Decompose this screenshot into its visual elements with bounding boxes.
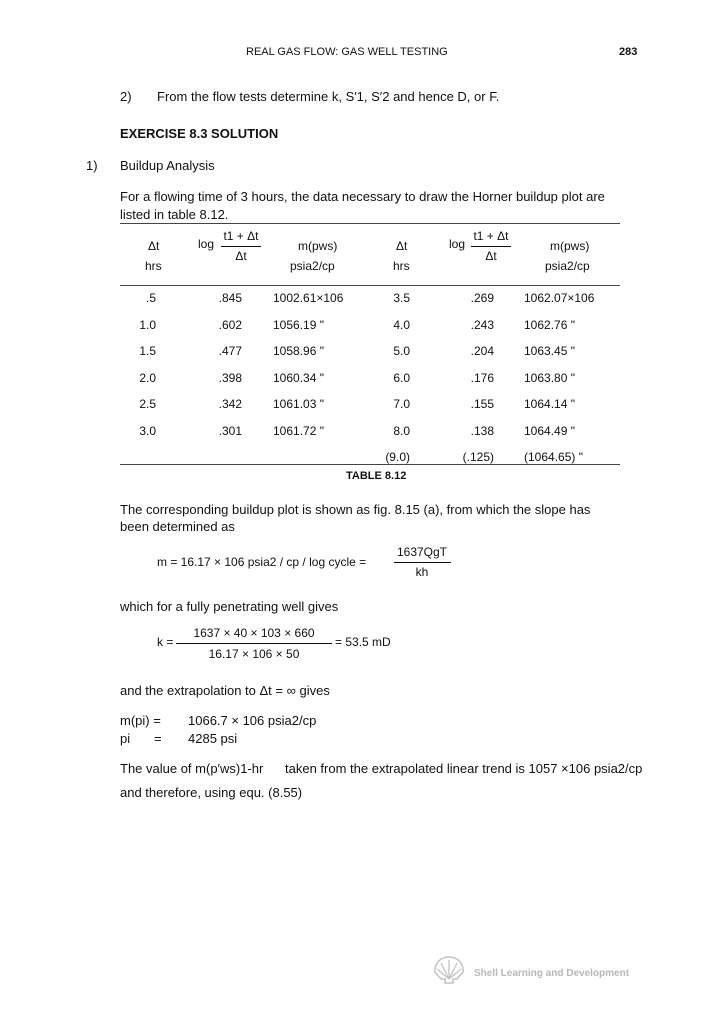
eq-k-fracline	[176, 643, 332, 644]
table-cell-mp: 1063.80 "	[524, 370, 575, 385]
section1-title: Buildup Analysis	[120, 158, 215, 173]
eq-m-den: kh	[415, 565, 429, 579]
page-number: 283	[619, 46, 638, 58]
eq-k-lhs: k =	[157, 635, 174, 649]
th-dt-unit-left: hrs	[145, 259, 162, 273]
th-log-left: log	[198, 237, 215, 251]
table-cell-log: .301	[218, 423, 242, 438]
table-cell-dt: 3.0	[139, 423, 156, 438]
eq-k-num: 1637 × 40 × 103 × 660	[193, 626, 315, 640]
th-frac-den-right: Δt	[485, 249, 497, 263]
table-cell-log: (.125)	[462, 450, 494, 464]
pi-eq: =	[154, 731, 162, 746]
para4-prefix: The value of m(p′ws)1-hr	[120, 761, 264, 776]
table-cell-mp: 1060.34 "	[273, 370, 324, 385]
running-header: REAL GAS FLOW: GAS WELL TESTING	[246, 46, 448, 58]
table-cell-dt: 4.0	[393, 317, 410, 332]
table-cell-mp: 1064.14 "	[524, 397, 575, 411]
para3: and the extrapolation to Δt = ∞ gives	[120, 683, 330, 698]
table-cell-mp: 1002.61×106	[273, 291, 344, 305]
eq-k-den: 16.17 × 106 × 50	[208, 647, 300, 661]
table-cell-dt: 3.5	[393, 291, 410, 305]
th-dt-left: Δt	[148, 239, 160, 253]
table-cell-dt: 2.0	[139, 370, 156, 385]
table-cell-log: .342	[218, 397, 242, 411]
table-cell-log: .477	[218, 344, 242, 358]
table-cell-dt: (9.0)	[385, 450, 410, 464]
para4-text: taken from the extrapolated linear trend is 1057 ×106 psia2/cp	[285, 761, 643, 776]
table-cell-mp: 1062.76 "	[524, 317, 575, 332]
exercise-heading: EXERCISE 8.3 SOLUTION	[120, 126, 279, 141]
table-cell-log: .269	[470, 291, 494, 305]
table-cell-mp: 1058.96 "	[273, 344, 324, 358]
mpi-label: m(pi) =	[120, 713, 161, 728]
th-dt-unit-right: hrs	[393, 259, 410, 273]
table-cell-log: .845	[218, 291, 242, 305]
th-frac-den-left: Δt	[235, 249, 247, 263]
table-cell-dt: 2.5	[139, 397, 156, 411]
table-caption: TABLE 8.12	[346, 470, 407, 482]
item2-number: 2)	[120, 89, 132, 104]
table-cell-dt: .5	[145, 291, 156, 305]
table-cell-mp: 1061.03 "	[273, 397, 324, 411]
table-cell-log: .243	[470, 317, 494, 332]
table-cell-log: .176	[470, 370, 494, 385]
th-dt-right: Δt	[396, 239, 408, 253]
pi-label: pi	[120, 731, 131, 746]
th-frac-num-right: t1 + Δt	[473, 229, 509, 243]
eq-k-rhs: = 53.5 mD	[335, 635, 391, 649]
table-cell-dt: 8.0	[393, 423, 410, 438]
th-mp-left: m(pws)	[298, 239, 338, 253]
table-cell-mp: 1062.07×106	[524, 291, 595, 305]
th-frac-num-left: t1 + Δt	[223, 229, 259, 243]
para1-line1: The corresponding buildup plot is shown as fig. 8.15 (a), from which the slope has	[120, 502, 591, 517]
table-cell-mp: 1056.19 "	[273, 317, 324, 332]
th-frac-line-left	[221, 246, 261, 247]
eq-m-num: 1637QgT	[396, 545, 448, 559]
section1-number: 1)	[86, 158, 98, 173]
footer-text: Shell Learning and Development	[474, 968, 630, 979]
table-cell-log: .204	[470, 344, 494, 358]
table-cell-dt: 1.5	[139, 344, 156, 358]
eq-m-lhs: m = 16.17 × 106 psia2 / cp / log cycle =	[157, 555, 367, 569]
table-cell-log: .602	[218, 317, 242, 332]
table-top-rule	[120, 223, 620, 224]
table-cell-mp: 1064.49 "	[524, 423, 575, 438]
th-frac-line-right	[471, 246, 511, 247]
table-cell-mp: 1061.72 "	[273, 423, 324, 438]
table-cell-mp: 1063.45 "	[524, 344, 575, 358]
table-bottom-rule	[120, 464, 620, 465]
pi-value: 4285 psi	[188, 731, 238, 746]
item2-text: From the flow tests determine k, S′1, S′2 and hence D, or F.	[157, 89, 500, 104]
table-header-rule	[120, 285, 620, 286]
shell-logo-icon	[432, 955, 466, 985]
para1-line2: been determined as	[120, 519, 235, 534]
th-mp-right: m(pws)	[550, 239, 590, 253]
eq-m-fracline	[394, 562, 451, 563]
table-cell-log: .138	[470, 423, 494, 438]
table-cell-dt: 1.0	[139, 317, 156, 332]
para2: which for a fully penetrating well gives	[120, 599, 339, 614]
para5: and therefore, using equ. (8.55)	[120, 785, 303, 800]
intro-line1: For a flowing time of 3 hours, the data necessary to draw the Horner buildup plot are	[120, 189, 605, 204]
table-cell-dt: 7.0	[393, 397, 410, 411]
table-cell-mp: (1064.65) "	[524, 450, 583, 464]
th-log-right: log	[449, 237, 466, 251]
table-cell-log: .155	[470, 397, 494, 411]
table-cell-dt: 5.0	[393, 344, 410, 358]
th-mp-unit-left: psia2/cp	[290, 259, 335, 273]
th-mp-unit-right: psia2/cp	[545, 259, 590, 273]
table-cell-dt: 6.0	[393, 370, 410, 385]
table-cell-log: .398	[218, 370, 242, 385]
intro-line2: listed in table 8.12.	[120, 207, 229, 222]
mpi-value: 1066.7 × 106 psia2/cp	[188, 713, 317, 728]
